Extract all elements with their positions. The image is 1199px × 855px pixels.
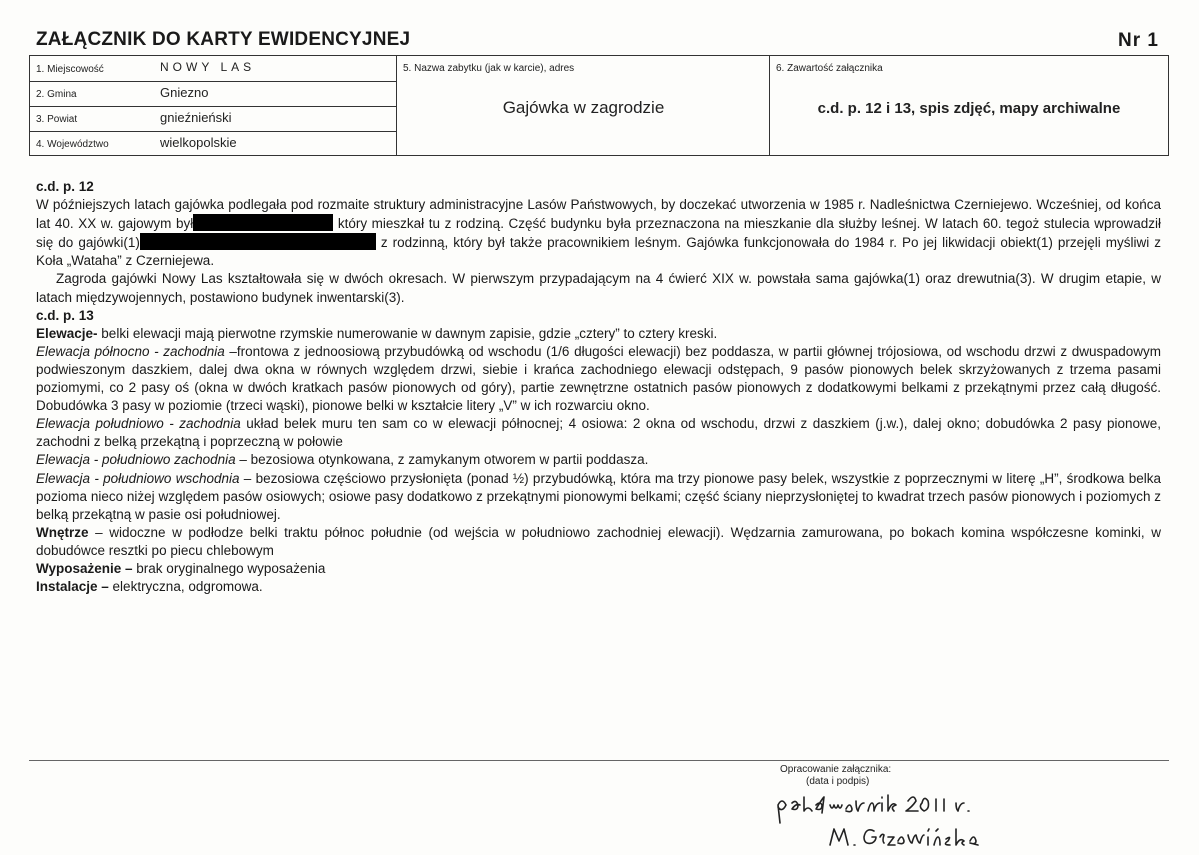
name-column: [396, 56, 770, 155]
paragraph-history: [36, 196, 1161, 270]
paragraph-pd: [36, 415, 1161, 451]
label-zawartosc: 6. Zawartość załącznika: [776, 63, 883, 74]
section-heading-p12: c.d. p. 12: [36, 179, 94, 194]
wnetrze-text: – widoczne w podłodze belki traktu północ południe (od wejścia w południowo zachodniej elewacji). Wędzarnia zamurowana, po bokach komina współczesne kominki, w dobudówce resztki po piecu chlebowym: [36, 524, 1161, 558]
row-wojewodztwo: [30, 131, 396, 156]
info-table: [29, 55, 1169, 156]
elewacje-label: Elewacje-: [36, 325, 98, 341]
redaction-block: [140, 233, 376, 250]
value-gmina: Gniezno: [160, 85, 209, 100]
location-column: [30, 56, 396, 155]
pd-text: układ belek muru ten sam co w elewacji północnej; 4 osiowa: 2 okna od wschodu, drzwi z daszkiem (j.w.), dalej okno; dobudówka 2 pasy pionowe, zachodni z belką przekątną i poprzeczną w połowie: [36, 416, 1161, 450]
paragraph-zagroda: Zagroda gajówki Nowy Las kształtowała się w dwóch okresach. W pierwszym przypadającym na 4 ćwierć XIX w. powstała sama gajówka(1) oraz drewutnia(3). W drugim etapie, w latach międzywojennych, postawiono budynek inwentarski(3).: [36, 271, 1161, 305]
row-powiat: [30, 106, 396, 132]
paragraph-wnetrze: [36, 524, 1161, 560]
label-nazwa: 5. Nazwa zabytku (jak w karcie), adres: [403, 63, 575, 74]
pd-label: Elewacja południowo - zachodnia: [36, 416, 241, 432]
value-powiat: gnieźnieński: [160, 110, 232, 125]
value-wojewodztwo: wielkopolskie: [160, 135, 237, 150]
label-powiat: 3. Powiat: [36, 114, 78, 125]
paragraph-wyposazenie: [36, 560, 1161, 578]
document-title: ZAŁĄCZNIK DO KARTY EWIDENCYJNEJ: [36, 29, 411, 50]
handwritten-signature: [770, 787, 1070, 849]
history-text-3: z rodzinną, który był także pracownikiem leśnym. Gajówka funkcjonowała do 1984 r. Po jej likwidacji obiekt(1) przejęli myśliwi z Koła „Wataha” z Czerniejewa.: [36, 235, 1162, 269]
row-miejscowosc: [30, 56, 396, 82]
pd-zach-text: – bezosiowa otynkowana, z zamykanym otworem w partii poddasza.: [235, 452, 649, 468]
pd-zach-label: Elewacja - południowo zachodnia: [36, 452, 236, 468]
elewacje-text: belki elewacji mają pierwotne rzymskie numerowanie w dawnym zapisie, gdzie „cztery” to cztery kreski.: [97, 325, 718, 341]
paragraph-instalacje: [36, 578, 1161, 596]
history-text-1: W późniejszych latach gajówka podlegała pod rozmaite struktury administracyjne Lasów Państwowych, by doczekać utworzenia w 1985 r. Nadleśnictwa Czerniejewo. Wcześniej, od końca lat 40. XX w. gajowym był: [36, 197, 1161, 232]
document-number: Nr 1: [1118, 30, 1159, 51]
paragraph-elewacje: [36, 325, 1161, 343]
wyposazenie-text: brak oryginalnego wyposażenia: [132, 560, 326, 576]
contents-column: [769, 56, 1168, 155]
redaction-block: [193, 214, 333, 231]
footer-divider: [29, 760, 1169, 761]
label-gmina: 2. Gmina: [36, 89, 77, 100]
pn-zach-text: –frontowa z jednoosiową przybudówką od wschodu (1/6 długości elewacji) bez poddasza, w partii głównej trójosiowa, od wschodu drzwi z dwuspadowym podwieszonym daszkiem, dalej dwa okna w równych względem drzwi, siebie i krańca zachodniego elewacji odstępach, 9 pasów pionowych belek skrzyżowanych z trzema pasami poziomymi, co 2 pasy oś (okna w dwóch kratkach pasów pionowych od góry), partie zewnętrzne ostatnich pasów pionowych z dodatkowymi belkami z przekątnymi przez całą długość. Dobudówka 3 pasy w poziomie (trzeci wąski), pionowe belki w kształcie litery „V” w ich rozwarciu okno.: [36, 343, 1161, 414]
instalacje-text: elektryczna, odgromowa.: [108, 579, 263, 595]
section-heading-p13: c.d. p. 13: [36, 307, 94, 323]
paragraph-pd-zach: [36, 451, 1161, 469]
row-gmina: [30, 81, 396, 107]
date-signature-label: (data i podpis): [806, 776, 870, 787]
history-text-2: który mieszkał tu z rodziną. Część budynku była przeznaczona na mieszkanie dla służby leśnej. W latach 60. tegoż stulecia wprowadził się do gajówki(1): [36, 216, 1161, 251]
pd-wsch-label: Elewacja - południowo wschodnia: [36, 470, 240, 486]
value-miejscowosc: NOWY LAS: [160, 60, 256, 74]
wyposazenie-label: Wyposażenie –: [36, 560, 133, 576]
pn-zach-label: Elewacja północno - zachodnia: [36, 343, 225, 359]
value-zawartosc: c.d. p. 12 i 13, spis zdjęć, mapy archiwalne: [817, 100, 1121, 117]
paragraph-pd-wsch: [36, 470, 1161, 524]
label-wojewodztwo: 4. Województwo: [36, 139, 109, 150]
pd-wsch-text: – bezosiowa częściowo przysłonięta (ponad ½) przybudówką, która ma trzy pionowe pasy belek, wszystkie z poprzecznymi w literę „H”, środkowa belka pozioma nieco niżej względem pasów osiowych; osiowe pasy dodatkowo z przekątnymi pionowymi belkami; część ściany nieprzysłoniętej to kwadrat trzech pasów pionowych i poziomych z belką przekątną w pasie osi południowej.: [36, 470, 1161, 522]
instalacje-label: Instalacje –: [36, 579, 109, 595]
opracowanie-label: Opracowanie załącznika:: [780, 764, 892, 775]
wnetrze-label: Wnętrze: [36, 524, 89, 540]
value-nazwa: Gajówka w zagrodzie: [502, 98, 665, 117]
paragraph-pn-zach: [36, 343, 1161, 415]
document-body: [36, 178, 1161, 596]
label-miejscowosc: 1. Miejscowość: [36, 64, 104, 75]
